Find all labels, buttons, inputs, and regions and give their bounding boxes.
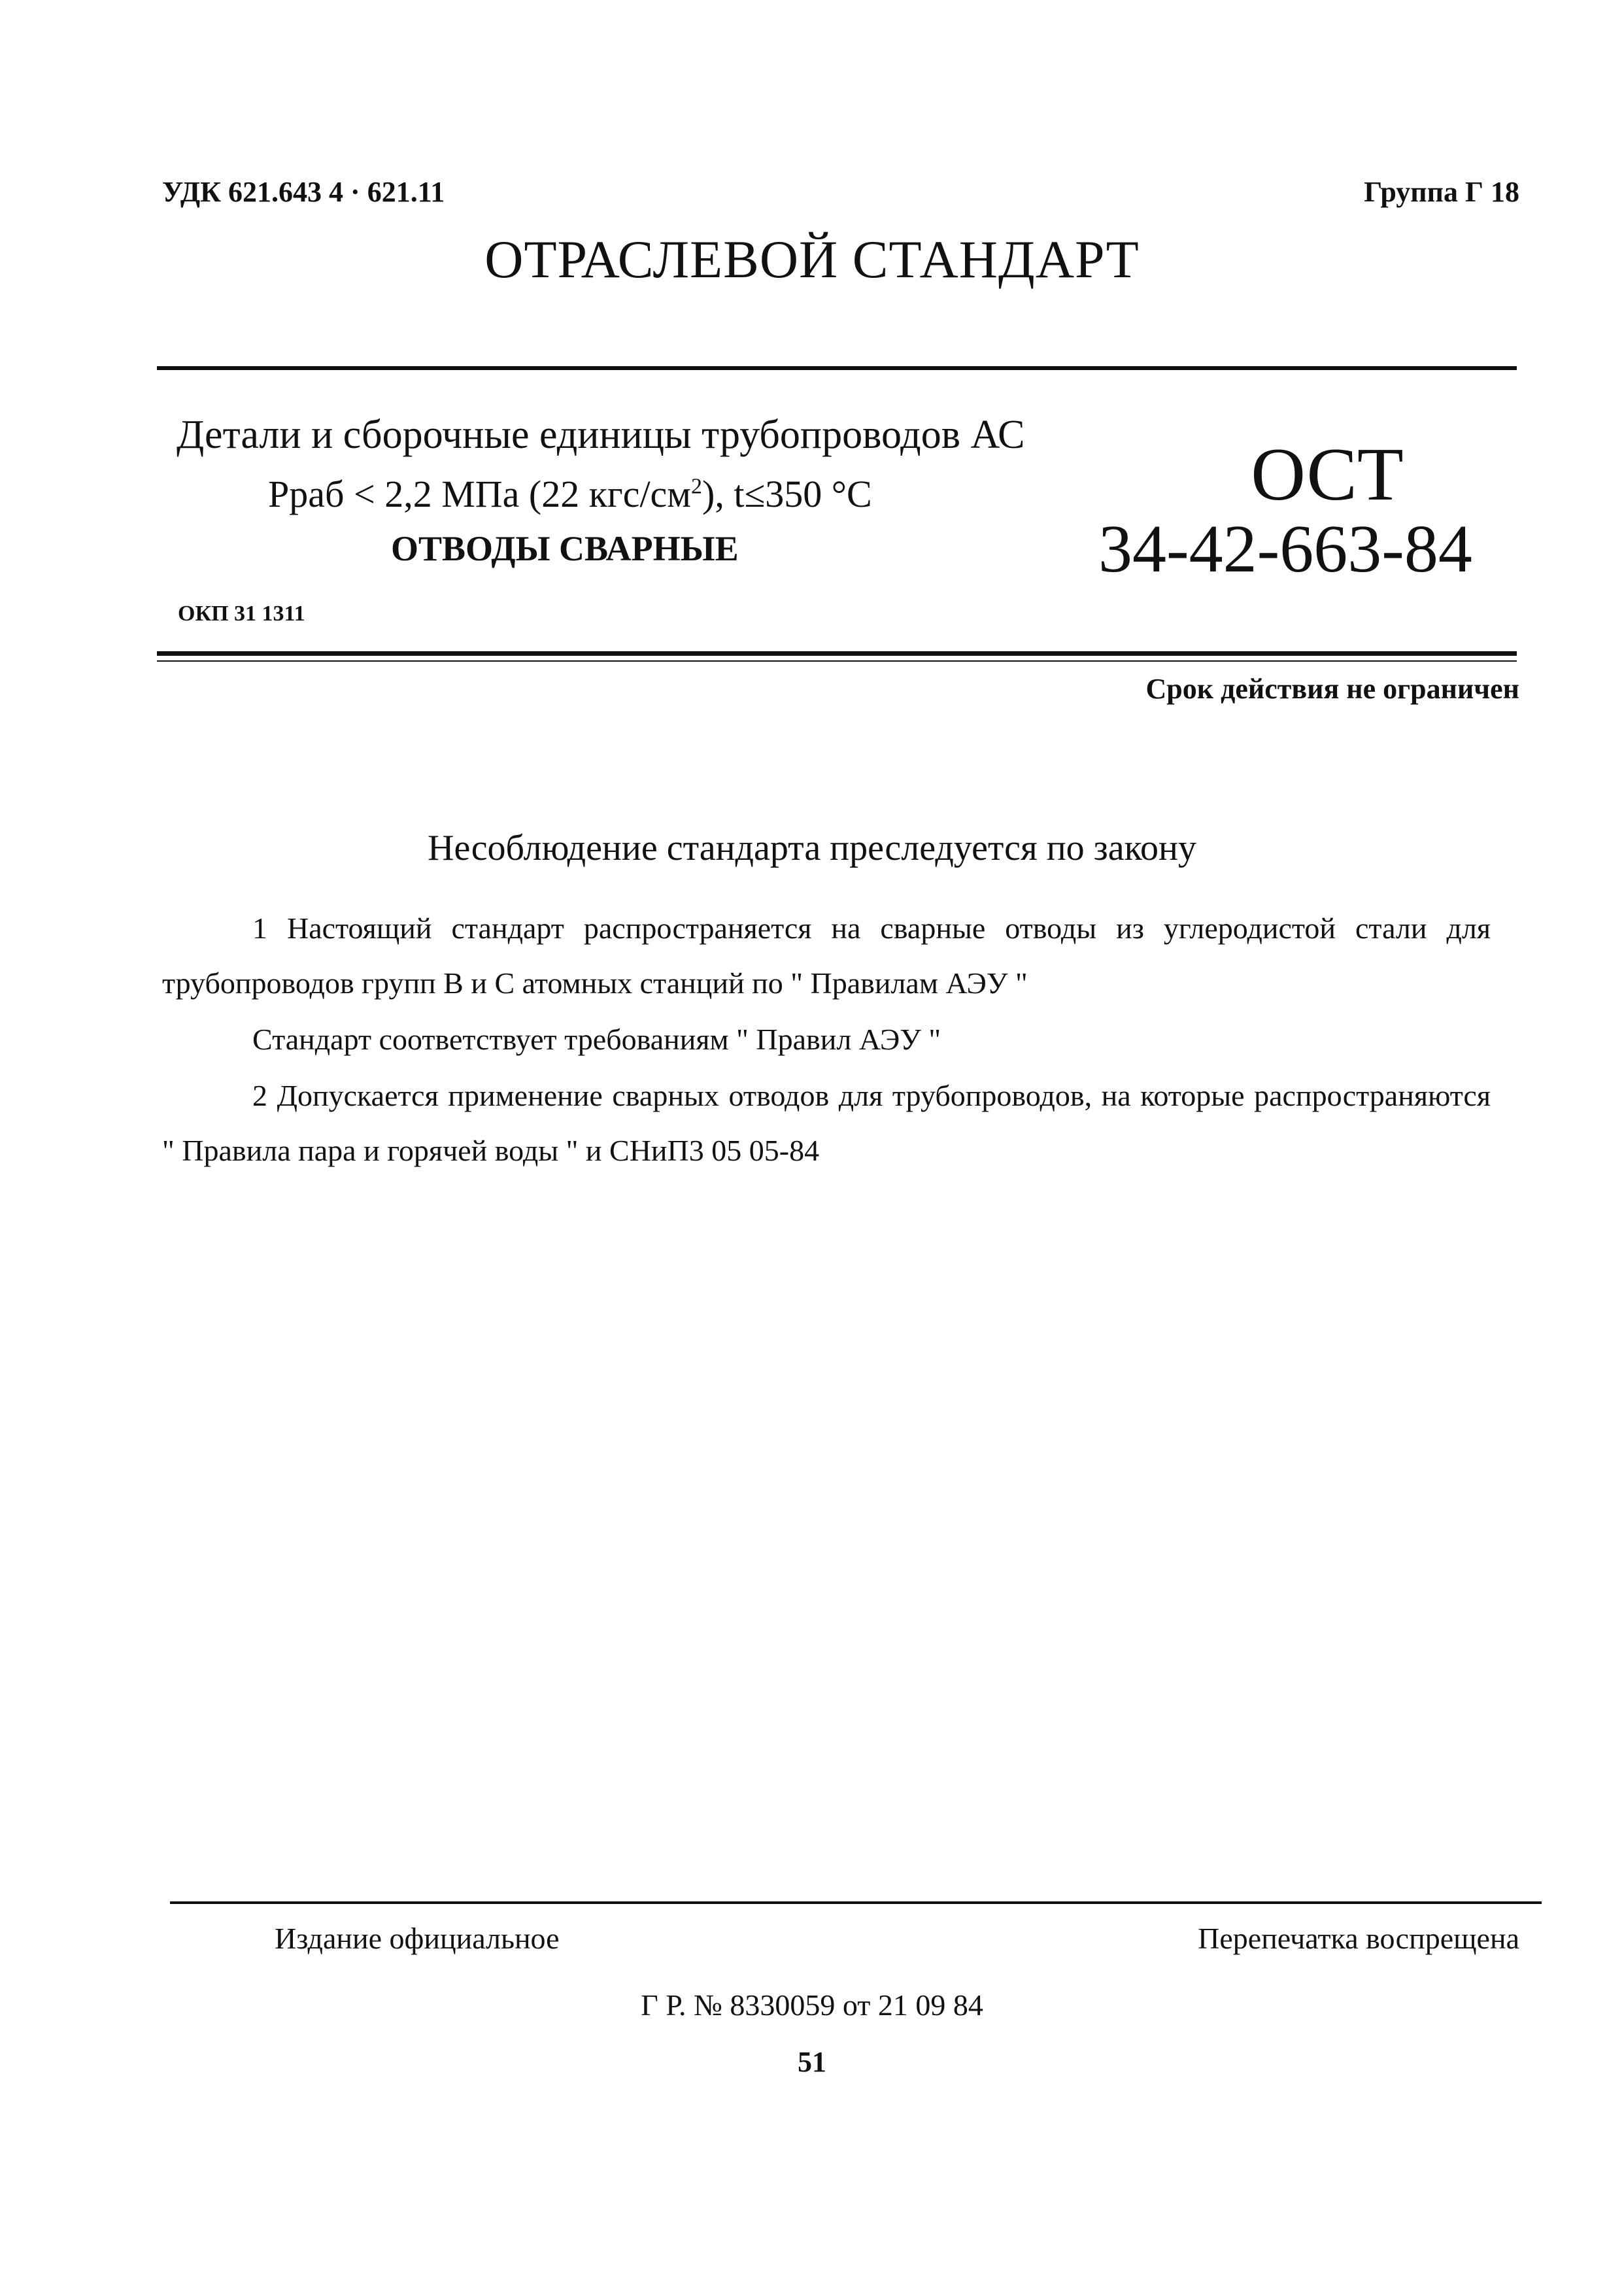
- standard-title-line-2: [268, 472, 872, 516]
- okp-code: ОКП 31 1311: [178, 602, 305, 626]
- paragraph-2-text: Стандарт соответствует требованиям " Правил АЭУ ": [252, 1023, 941, 1056]
- page-number: 51: [798, 2046, 826, 2078]
- paragraph-2: [162, 1012, 1491, 1067]
- ost-label: ОСТ: [1251, 433, 1404, 517]
- bottom-rule-thick: [157, 651, 1517, 656]
- top-rule: [157, 366, 1517, 370]
- ost-number: 34-42-663-84: [1098, 511, 1472, 586]
- superscript-2: 2: [691, 474, 703, 499]
- standard-title-line-1: Детали и сборочные единицы трубопроводов АС: [177, 413, 1025, 457]
- footer-rule: [170, 1901, 1542, 1904]
- paragraph-3-text: 2 Допускается применение сварных отводов для трубопроводов, на которые распространяются " Правила пара и горячей воды " и СНиП3 05 05-84: [162, 1079, 1491, 1167]
- pressure-text: Рраб < 2,2 МПа (22 кгс/см: [268, 473, 692, 515]
- document-type-title: ОТРАСЛЕВОЙ СТАНДАРТ: [484, 230, 1140, 289]
- official-edition-label: Издание официальное: [275, 1922, 560, 1955]
- bottom-rule-thin: [157, 660, 1517, 662]
- standard-subtitle: ОТВОДЫ СВАРНЫЕ: [391, 529, 739, 568]
- paragraph-1-text: 1 Настоящий стандарт распространяется на сварные отводы из углеродистой стали для трубопроводов групп В и С атомных станций по " Правилам АЭУ ": [162, 911, 1491, 1000]
- reprint-prohibited-label: Перепечатка воспрещена: [1198, 1922, 1519, 1955]
- udk-code: УДК 621.643 4 · 621.11: [162, 176, 445, 208]
- temperature-text: ), t≤350 °С: [702, 473, 872, 515]
- group-code: Группа Г 18: [1364, 176, 1519, 208]
- legal-notice: Несоблюдение стандарта преследуется по закону: [428, 828, 1196, 868]
- paragraph-3: [162, 1068, 1491, 1178]
- validity-period: Срок действия не ограничен: [1145, 673, 1519, 705]
- paragraph-1: [162, 901, 1491, 1011]
- registration-number: Г Р. № 8330059 от 21 09 84: [641, 1988, 983, 2022]
